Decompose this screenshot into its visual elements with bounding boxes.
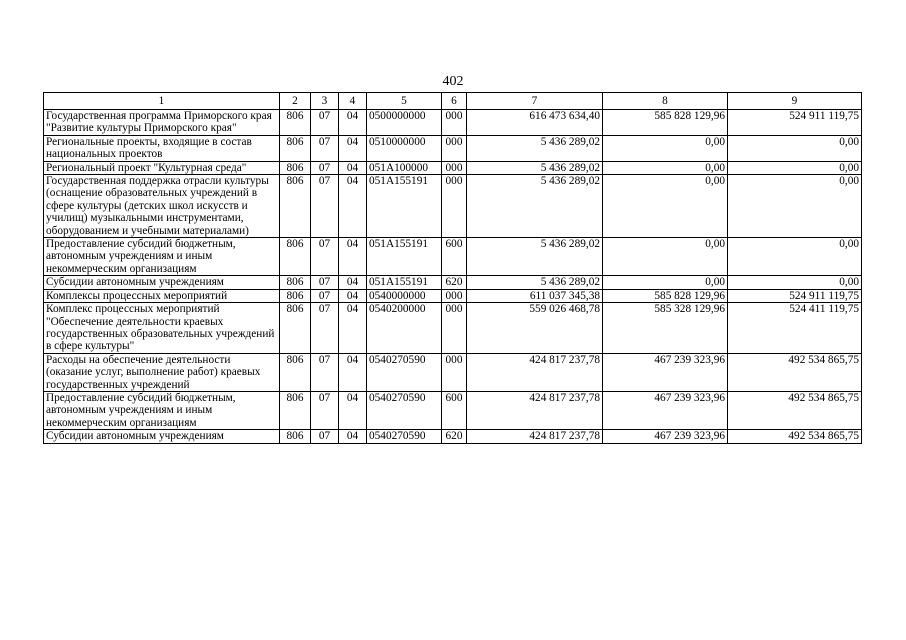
- column-header: 1: [44, 93, 280, 110]
- cell-code: 0540000000: [367, 289, 442, 302]
- cell-amount: 424 817 237,78: [467, 391, 603, 429]
- table-row: [44, 303, 862, 354]
- cell-code: 620: [442, 430, 467, 443]
- cell-code: 000: [442, 303, 467, 354]
- cell-amount: 467 239 323,96: [603, 391, 728, 429]
- cell-code: 07: [311, 289, 339, 302]
- cell-code: 04: [339, 135, 367, 161]
- cell-amount: 467 239 323,96: [603, 353, 728, 391]
- cell-code: 04: [339, 303, 367, 354]
- cell-amount: 0,00: [603, 238, 728, 276]
- table-row: [44, 289, 862, 302]
- table-row: [44, 135, 862, 161]
- cell-amount: 492 534 865,75: [728, 430, 862, 443]
- cell-code: 07: [311, 238, 339, 276]
- table-row: [44, 238, 862, 276]
- cell-amount: 467 239 323,96: [603, 430, 728, 443]
- cell-code: 04: [339, 430, 367, 443]
- cell-code: 806: [280, 353, 311, 391]
- cell-code: 806: [280, 175, 311, 238]
- column-header: 8: [603, 93, 728, 110]
- cell-code: 600: [442, 391, 467, 429]
- cell-amount: 0,00: [603, 276, 728, 289]
- row-name: Государственная поддержка отрасли культуры (оснащение образовательных учреждений в сфере культуры (детских школ искусств и училищ) музыкальными инструментами, оборудованием и учебными материалами): [44, 175, 280, 238]
- row-name: Государственная программа Приморского края "Развитие культуры Приморского края": [44, 110, 280, 136]
- cell-code: 07: [311, 175, 339, 238]
- column-header: 3: [311, 93, 339, 110]
- cell-code: 04: [339, 289, 367, 302]
- column-header: 9: [728, 93, 862, 110]
- cell-code: 806: [280, 161, 311, 174]
- cell-code: 000: [442, 353, 467, 391]
- cell-amount: 616 473 634,40: [467, 110, 603, 136]
- cell-code: 806: [280, 430, 311, 443]
- column-header: 4: [339, 93, 367, 110]
- budget-table: [43, 92, 862, 444]
- table-row: [44, 391, 862, 429]
- cell-amount: 585 328 129,96: [603, 303, 728, 354]
- row-name: Региональный проект "Культурная среда": [44, 161, 280, 174]
- cell-code: 806: [280, 391, 311, 429]
- cell-code: 051А155191: [367, 276, 442, 289]
- cell-amount: 0,00: [603, 175, 728, 238]
- cell-amount: 424 817 237,78: [467, 353, 603, 391]
- row-name: Комплексы процессных мероприятий: [44, 289, 280, 302]
- cell-code: 000: [442, 110, 467, 136]
- row-name: Субсидии автономным учреждениям: [44, 276, 280, 289]
- cell-amount: 0,00: [728, 238, 862, 276]
- row-name: Предоставление субсидий бюджетным, автономным учреждениям и иным некоммерческим организациям: [44, 391, 280, 429]
- cell-code: 806: [280, 238, 311, 276]
- table-row: [44, 430, 862, 443]
- column-header: 2: [280, 93, 311, 110]
- cell-amount: 611 037 345,38: [467, 289, 603, 302]
- column-header: 7: [467, 93, 603, 110]
- table-row: [44, 110, 862, 136]
- cell-amount: 0,00: [728, 161, 862, 174]
- cell-code: 0540270590: [367, 430, 442, 443]
- cell-code: 806: [280, 110, 311, 136]
- cell-code: 07: [311, 161, 339, 174]
- cell-amount: 524 411 119,75: [728, 303, 862, 354]
- cell-code: 051А155191: [367, 238, 442, 276]
- cell-code: 04: [339, 276, 367, 289]
- header-row: [44, 93, 862, 110]
- row-name: Предоставление субсидий бюджетным, автономным учреждениям и иным некоммерческим организациям: [44, 238, 280, 276]
- table-row: [44, 161, 862, 174]
- cell-code: 0500000000: [367, 110, 442, 136]
- cell-code: 051А155191: [367, 175, 442, 238]
- cell-code: 07: [311, 391, 339, 429]
- cell-amount: 524 911 119,75: [728, 110, 862, 136]
- page-number: 402: [442, 74, 464, 89]
- cell-code: 000: [442, 161, 467, 174]
- cell-code: 000: [442, 289, 467, 302]
- table-row: [44, 276, 862, 289]
- table-row: [44, 175, 862, 238]
- cell-amount: 5 436 289,02: [467, 175, 603, 238]
- cell-amount: 5 436 289,02: [467, 238, 603, 276]
- column-header: 5: [367, 93, 442, 110]
- cell-amount: 424 817 237,78: [467, 430, 603, 443]
- column-header: 6: [442, 93, 467, 110]
- cell-code: 07: [311, 353, 339, 391]
- cell-code: 04: [339, 175, 367, 238]
- cell-code: 04: [339, 161, 367, 174]
- cell-code: 051А100000: [367, 161, 442, 174]
- cell-code: 0540270590: [367, 391, 442, 429]
- table-row: [44, 353, 862, 391]
- cell-amount: 559 026 468,78: [467, 303, 603, 354]
- cell-amount: 5 436 289,02: [467, 135, 603, 161]
- cell-code: 04: [339, 238, 367, 276]
- cell-code: 07: [311, 135, 339, 161]
- cell-amount: 0,00: [728, 135, 862, 161]
- cell-code: 07: [311, 276, 339, 289]
- cell-amount: 0,00: [603, 135, 728, 161]
- cell-amount: 0,00: [728, 276, 862, 289]
- cell-amount: 0,00: [728, 175, 862, 238]
- cell-code: 000: [442, 135, 467, 161]
- cell-code: 07: [311, 110, 339, 136]
- cell-code: 0510000000: [367, 135, 442, 161]
- cell-code: 806: [280, 135, 311, 161]
- cell-amount: 524 911 119,75: [728, 289, 862, 302]
- cell-amount: 492 534 865,75: [728, 353, 862, 391]
- cell-amount: 0,00: [603, 161, 728, 174]
- cell-code: 806: [280, 303, 311, 354]
- cell-amount: 492 534 865,75: [728, 391, 862, 429]
- row-name: Субсидии автономным учреждениям: [44, 430, 280, 443]
- cell-code: 04: [339, 391, 367, 429]
- cell-code: 07: [311, 430, 339, 443]
- cell-code: 600: [442, 238, 467, 276]
- cell-code: 000: [442, 175, 467, 238]
- cell-code: 0540200000: [367, 303, 442, 354]
- cell-amount: 5 436 289,02: [467, 276, 603, 289]
- cell-amount: 585 828 129,96: [603, 289, 728, 302]
- row-name: Комплекс процессных мероприятий "Обеспечение деятельности краевых государственных образовательных учреждений в сфере культуры": [44, 303, 280, 354]
- cell-code: 806: [280, 289, 311, 302]
- cell-code: 620: [442, 276, 467, 289]
- row-name: Расходы на обеспечение деятельности (оказание услуг, выполнение работ) краевых государственных учреждений: [44, 353, 280, 391]
- cell-amount: 585 828 129,96: [603, 110, 728, 136]
- cell-code: 806: [280, 276, 311, 289]
- cell-amount: 5 436 289,02: [467, 161, 603, 174]
- cell-code: 0540270590: [367, 353, 442, 391]
- cell-code: 07: [311, 303, 339, 354]
- row-name: Региональные проекты, входящие в состав национальных проектов: [44, 135, 280, 161]
- cell-code: 04: [339, 353, 367, 391]
- cell-code: 04: [339, 110, 367, 136]
